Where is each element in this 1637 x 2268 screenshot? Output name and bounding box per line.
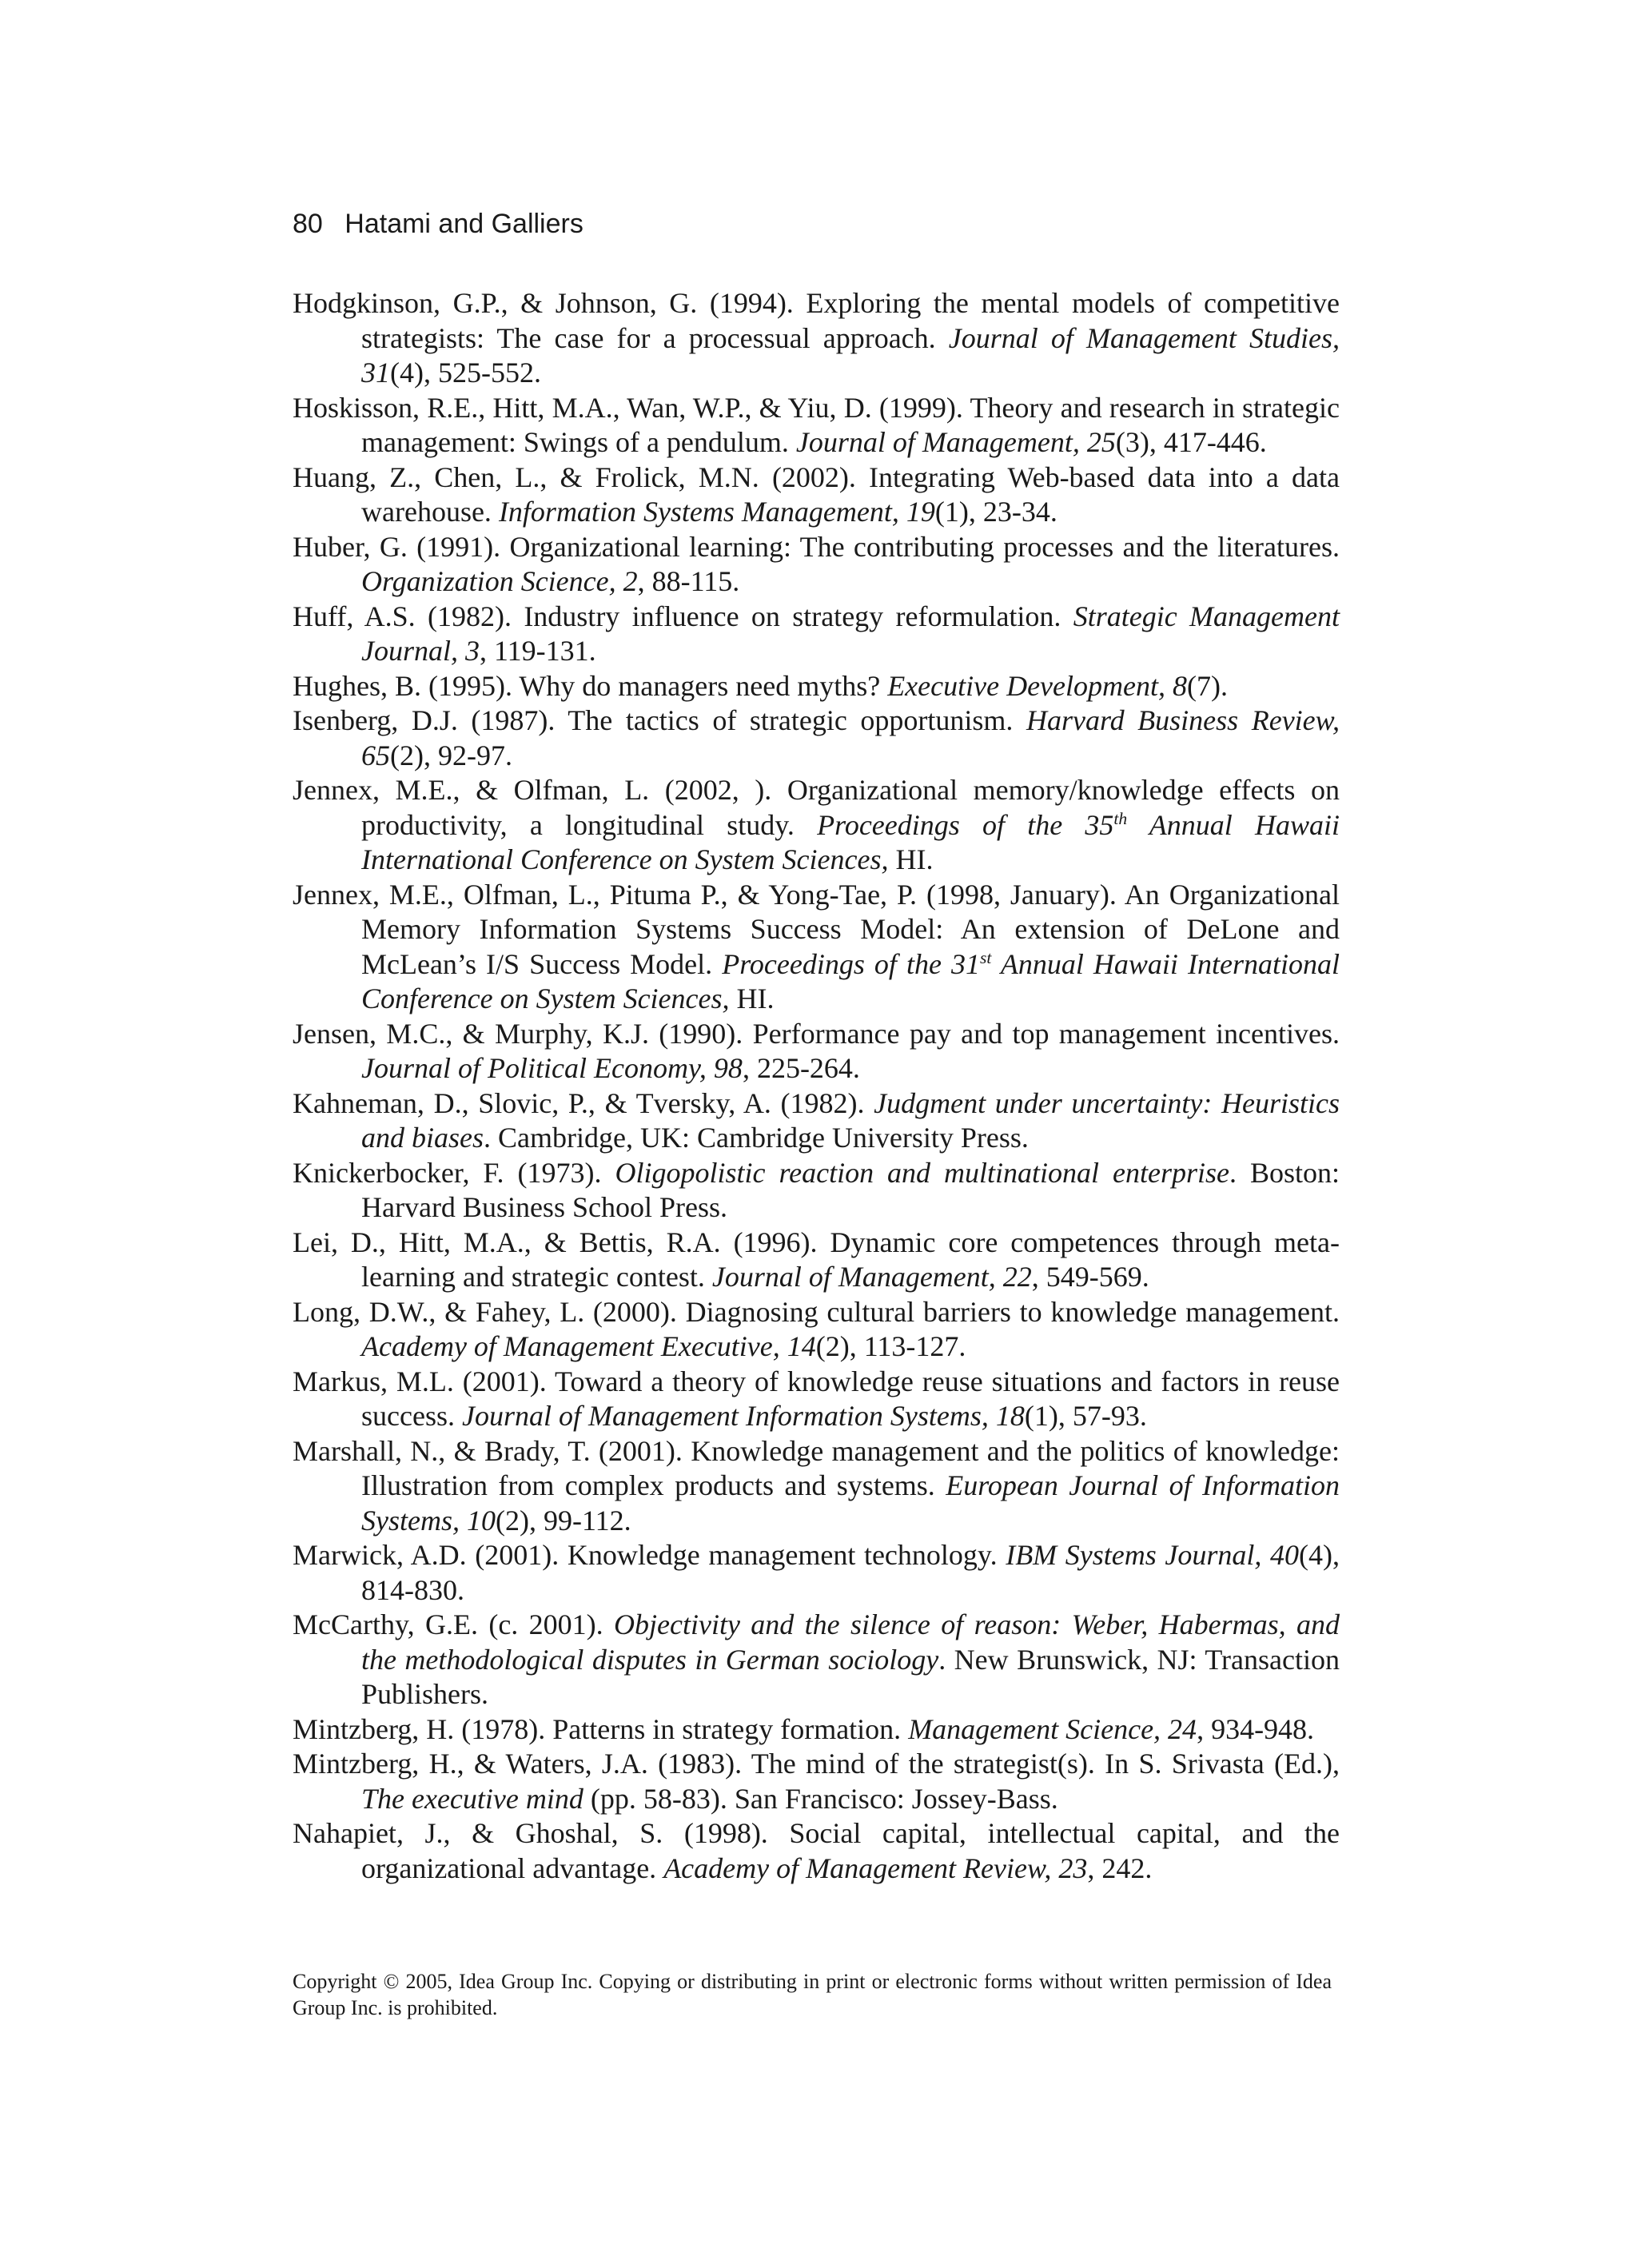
reference-entry: Jennex, M.E., Olfman, L., Pituma P., & Yong-Tae, P. (1998, January). An Organizational Memory Information Systems Success Model: An extension of DeLone and McLean’s I/S Success Model. Proceedings of the 31st Annual Hawaii International Conference on System Sciences, HI. bbox=[293, 878, 1340, 1014]
reference-entry: Huff, A.S. (1982). Industry influence on strategy reformulation. Strategic Management Journal, 3, 119-131. bbox=[293, 600, 1340, 667]
page-number: 80 bbox=[293, 209, 323, 239]
reference-entry: Jennex, M.E., & Olfman, L. (2002, ). Organizational memory/knowledge effects on productivity, a longitudinal study. Proceedings of the 35th Annual Hawaii International Conference on System Sciences, HI. bbox=[293, 774, 1340, 875]
reference-entry: Long, D.W., & Fahey, L. (2000). Diagnosing cultural barriers to knowledge management. Academy of Management Executive, 14(2), 113-127. bbox=[293, 1295, 1340, 1362]
reference-entry: Knickerbocker, F. (1973). Oligopolistic reaction and multinational enterprise. Boston: Harvard Business School Press. bbox=[293, 1156, 1340, 1223]
reference-entry: Kahneman, D., Slovic, P., & Tversky, A. (1982). Judgment under uncertainty: Heuristics and biases. Cambridge, UK: Cambridge University Press. bbox=[293, 1086, 1340, 1154]
running-title: Hatami and Galliers bbox=[345, 209, 584, 239]
reference-entry: Marwick, A.D. (2001). Knowledge management technology. IBM Systems Journal, 40(4), 814-830. bbox=[293, 1539, 1340, 1606]
reference-list bbox=[293, 286, 1340, 1886]
reference-entry: McCarthy, G.E. (c. 2001). Objectivity and the silence of reason: Weber, Habermas, and the methodological disputes in German sociology. New Brunswick, NJ: Transaction Publishers. bbox=[293, 1608, 1340, 1710]
reference-entry: Huang, Z., Chen, L., & Frolick, M.N. (2002). Integrating Web-based data into a data warehouse. Information Systems Management, 19(1), 23-34. bbox=[293, 460, 1340, 528]
reference-entry: Mintzberg, H., & Waters, J.A. (1983). The mind of the strategist(s). In S. Srivasta (Ed.), The executive mind (pp. 58-83). San Francisco: Jossey-Bass. bbox=[293, 1748, 1340, 1815]
reference-entry: Hughes, B. (1995). Why do managers need myths? Executive Development, 8(7). bbox=[293, 669, 1228, 702]
copyright-footer: Copyright © 2005, Idea Group Inc. Copying or distributing in print or electronic forms without written permission of Idea Group Inc. is prohibited. bbox=[293, 1970, 1332, 2019]
reference-entry: Lei, D., Hitt, M.A., & Bettis, R.A. (1996). Dynamic core competences through meta-learning and strategic contest. Journal of Management, 22, 549-569. bbox=[293, 1226, 1340, 1293]
reference-entry: Nahapiet, J., & Ghoshal, S. (1998). Social capital, intellectual capital, and the organizational advantage. Academy of Management Review, 23, 242. bbox=[293, 1817, 1340, 1884]
reference-entry: Jensen, M.C., & Murphy, K.J. (1990). Performance pay and top management incentives. Journal of Political Economy, 98, 225-264. bbox=[293, 1017, 1340, 1084]
reference-entry: Isenberg, D.J. (1987). The tactics of strategic opportunism. Harvard Business Review, 65(2), 92-97. bbox=[293, 704, 1340, 771]
reference-entry: Hoskisson, R.E., Hitt, M.A., Wan, W.P., & Yiu, D. (1999). Theory and research in strategic management: Swings of a pendulum. Journal of Management, 25(3), 417-446. bbox=[293, 391, 1340, 458]
running-head bbox=[293, 206, 584, 241]
reference-entry: Marshall, N., & Brady, T. (2001). Knowledge management and the politics of knowledge: Illustration from complex products and systems. European Journal of Information Systems, 10(2), 99-112. bbox=[293, 1434, 1340, 1537]
reference-entry: Huber, G. (1991). Organizational learning: The contributing processes and the literatures. Organization Science, 2, 88-115. bbox=[293, 530, 1340, 597]
reference-entry: Mintzberg, H. (1978). Patterns in strategy formation. Management Science, 24, 934-948. bbox=[293, 1712, 1315, 1745]
reference-entry: Markus, M.L. (2001). Toward a theory of knowledge reuse situations and factors in reuse success. Journal of Management Information Systems, 18(1), 57-93. bbox=[293, 1365, 1340, 1432]
reference-entry: Hodgkinson, G.P., & Johnson, G. (1994). Exploring the mental models of competitive strategists: The case for a processual approach. Journal of Management Studies, 31(4), 525-552. bbox=[293, 287, 1340, 389]
